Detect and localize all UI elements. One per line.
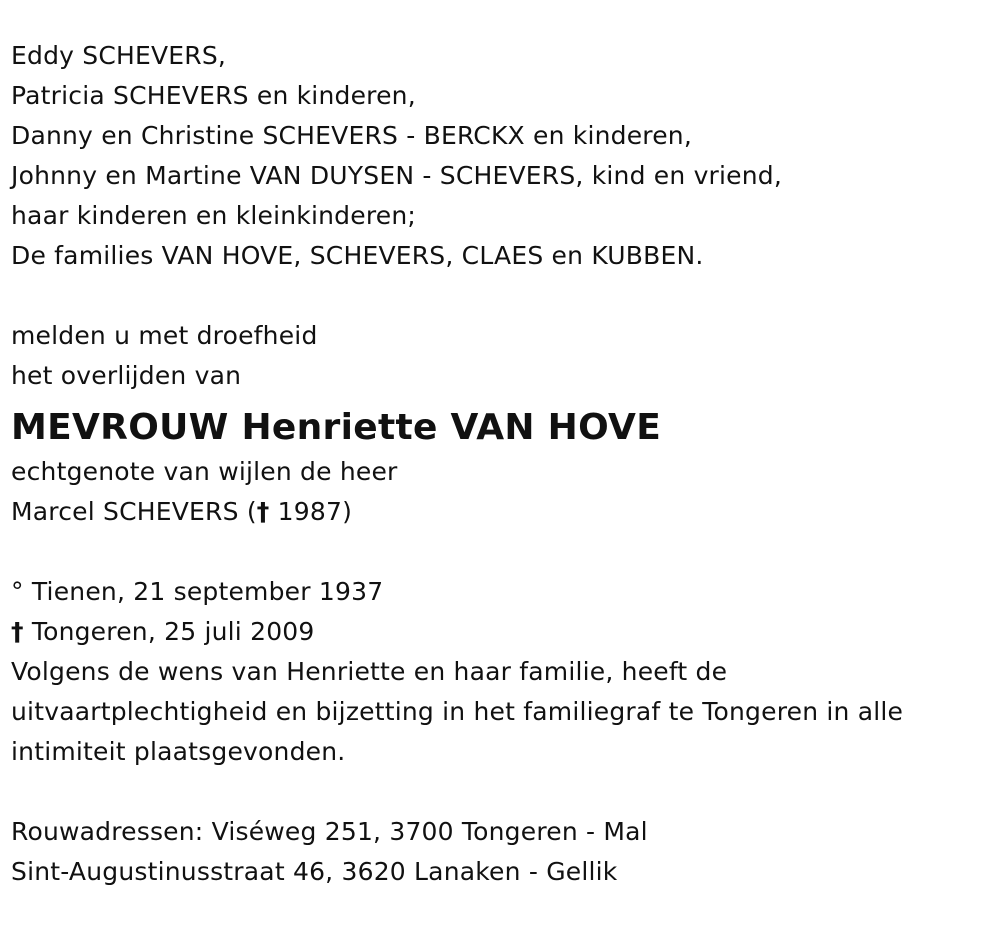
message-line: uitvaartplechtigheid en bijzetting in het familiegraf te Tongeren in alle (11, 697, 904, 726)
spouse-name: Marcel SCHEVERS ( (11, 497, 257, 526)
spouse-description: echtgenote van wijlen de heer (11, 457, 398, 486)
mourner-line: De families VAN HOVE, SCHEVERS, CLAES en KUBBEN. (11, 241, 704, 270)
mourner-line: Danny en Christine SCHEVERS - BERCKX en kinderen, (11, 121, 693, 150)
message-line: Volgens de wens van Henriette en haar familie, heeft de (11, 657, 728, 686)
death-line (11, 612, 991, 652)
birth-line: ° Tienen, 21 september 1937 (11, 577, 384, 606)
mourner-line: Eddy SCHEVERS, (11, 41, 227, 70)
announcement-line: het overlijden van (11, 361, 242, 390)
spacer (11, 276, 991, 316)
obituary-notice (11, 36, 991, 892)
cross-icon: † (11, 617, 24, 646)
spouse-name-line (11, 492, 991, 532)
deceased-name: MEVROUW Henriette VAN HOVE (11, 407, 662, 448)
mourners-list (11, 36, 991, 276)
spouse-death-year: 1987) (269, 497, 353, 526)
announcement (11, 316, 991, 396)
message-line: intimiteit plaatsgevonden. (11, 737, 346, 766)
mourner-line: haar kinderen en kleinkinderen; (11, 201, 416, 230)
cross-icon: † (256, 497, 270, 526)
death-date: Tongeren, 25 juli 2009 (23, 617, 315, 646)
mourner-line: Johnny en Martine VAN DUYSEN - SCHEVERS, kind en vriend, (11, 161, 783, 190)
announcement-line: melden u met droefheid (11, 321, 318, 350)
address-line: Sint-Augustinusstraat 46, 3620 Lanaken - Gellik (11, 857, 618, 886)
spacer (11, 532, 991, 572)
spacer (11, 772, 991, 812)
address-line: Rouwadressen: Viséweg 251, 3700 Tongeren - Mal (11, 817, 648, 846)
mourner-line: Patricia SCHEVERS en kinderen, (11, 81, 416, 110)
